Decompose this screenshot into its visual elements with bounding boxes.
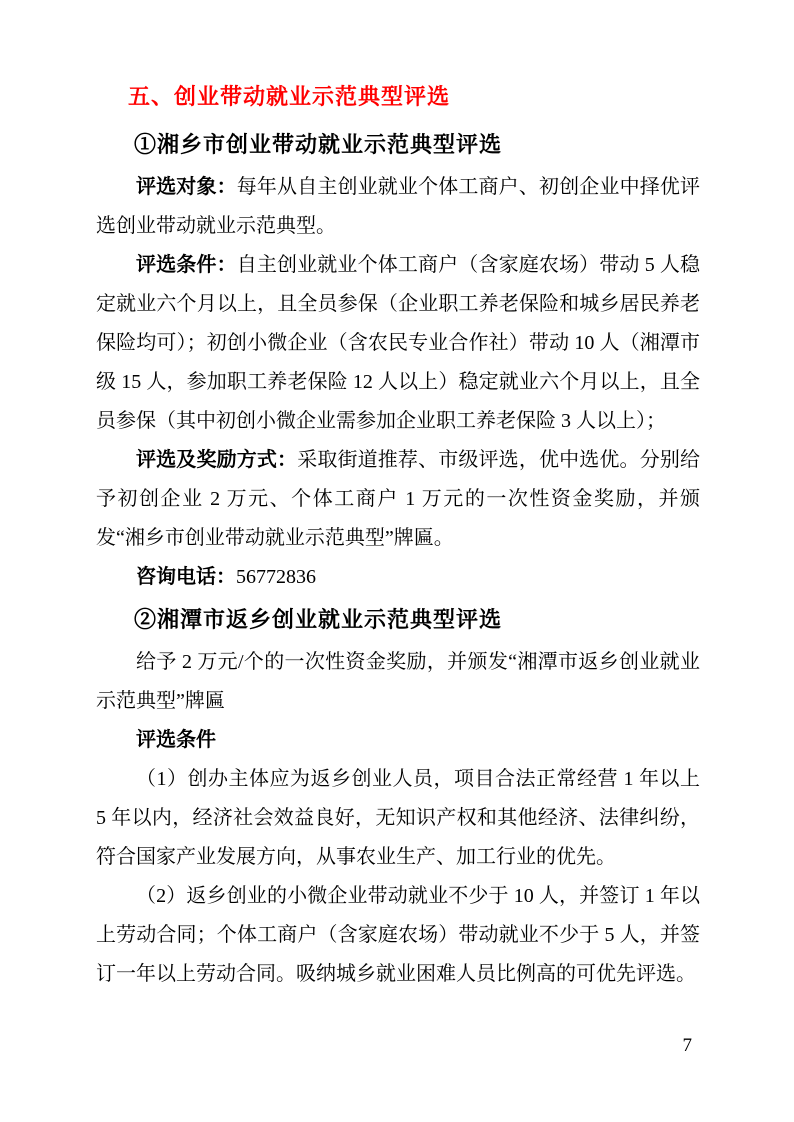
phone-number: 56772836 bbox=[236, 566, 316, 588]
paragraph-award-method bbox=[96, 441, 700, 558]
selection-target-label: 评选对象： bbox=[136, 176, 237, 198]
page-number: 7 bbox=[682, 1035, 692, 1056]
selection-criteria-text: 自主创业就业个体工商户（含家庭农场）带动 5 人稳定就业六个月以上，且全员参保（企业职工养老保险和城乡居民养老保险均可）；初创小微企业（含农民专业合作社）带动 10 人（湘潭市级 15 人，参加职工养老保险 12 人以上）稳定就业六个月以上，且全员参保（其中初创小微企业需参加企业职工养老保险 3 人以上）； bbox=[96, 254, 701, 432]
paragraph-phone bbox=[96, 558, 700, 597]
award-method-label: 评选及奖励方式： bbox=[136, 449, 298, 471]
paragraph-criteria-item-2: （2）返乡创业的小微企业带动就业不少于 10 人，并签订 1 年以上劳动合同；个体工商户（含家庭农场）带动就业不少于 5 人，并签订一年以上劳动合同。吸纳城乡就业困难人员比例高的可优先评选。 bbox=[96, 885, 700, 985]
subsection-1-title: ①湘乡市创业带动就业示范典型评选 bbox=[134, 132, 503, 157]
phone-label: 咨询电话： bbox=[136, 566, 236, 588]
paragraph-selection-criteria bbox=[96, 246, 700, 441]
paragraph-selection-target bbox=[96, 168, 700, 246]
paragraph-criteria-item-1: （1）创办主体应为返乡创业人员，项目合法正常经营 1 年以上 5 年以内，经济社会效益良好，无知识产权和其他经济、法律纠纷，符合国家产业发展方向，从事农业生产、加工行业的优先。 bbox=[96, 768, 700, 868]
selection-criteria-label: 评选条件： bbox=[136, 254, 237, 276]
award-method-text: 采取街道推荐、市级评选，优中选优。分别给予初创企业 2 万元、个体工商户 1 万元的一次性资金奖励，并颁发“湘乡市创业带动就业示范典型”牌匾。 bbox=[96, 449, 701, 549]
section2-criteria-label: 评选条件 bbox=[136, 729, 216, 751]
paragraph-section2-intro: 给予 2 万元/个的一次性资金奖励，并颁发“湘潭市返乡创业就业示范典型”牌匾 bbox=[96, 651, 700, 712]
subsection-2-title: ②湘潭市返乡创业就业示范典型评选 bbox=[134, 607, 503, 632]
section-heading: 五、创业带动就业示范典型评选 bbox=[128, 84, 451, 109]
selection-target-text: 每年从自主创业就业个体工商户、初创企业中择优评选创业带动就业示范典型。 bbox=[96, 176, 701, 237]
